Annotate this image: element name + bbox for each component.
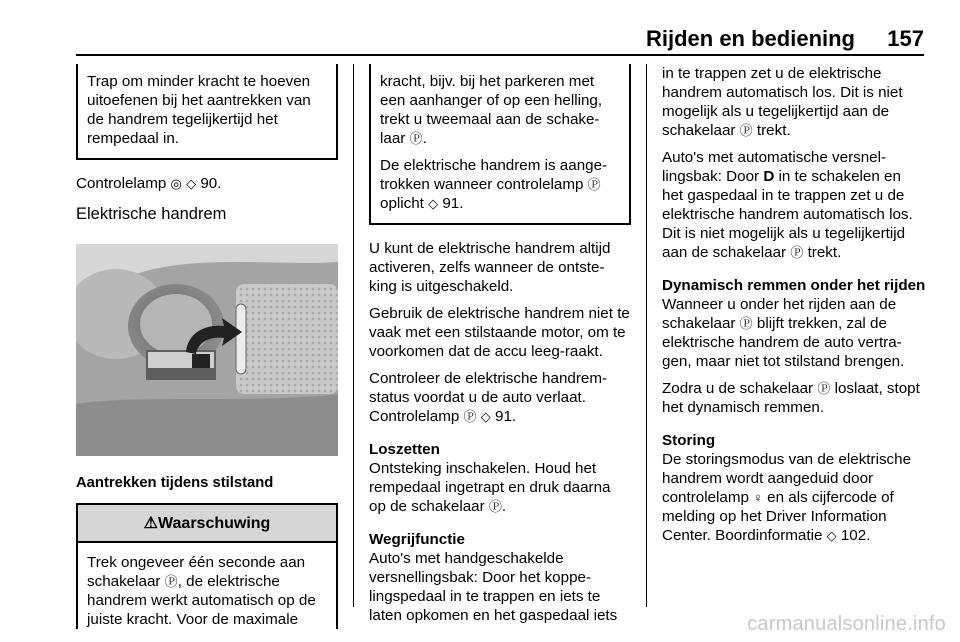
epb-switch-icon: Ⓟ <box>409 131 423 146</box>
warning-cont-p1: kracht, bijv. bij het parkeren met een aanhanger of op een helling, trekt u tweemaal aan de schake-laar Ⓟ. <box>380 73 603 147</box>
page-ref-icon: ◇ <box>428 196 439 211</box>
page-ref-icon: ◇ <box>186 176 197 191</box>
paragraph-stop-dynamic: Zodra u de schakelaar Ⓟ loslaat, stopt het dynamisch remmen. <box>662 380 920 416</box>
warning-continuation-box <box>369 64 631 225</box>
subheading-release: Loszetten <box>369 441 440 458</box>
page-ref-icon: ◇ <box>826 528 837 543</box>
column-1 <box>76 64 338 629</box>
subheading-dynamic-braking: Dynamisch remmen onder het rijden <box>662 277 926 294</box>
section-release: Loszetten Ontsteking inschakelen. Houd het rempedaal ingetrapt en druk daarna op de schakelaar Ⓟ. <box>369 440 631 516</box>
paragraph-automatic-release: Auto's met automatische versnel-lingsbak: Door D in te schakelen en het gaspedaal in te trappen zet u de elektrische handrem automatisch los. Dit is niet mogelijk als u tegelijkertijd aan de schakelaar Ⓟ trekt. <box>662 149 913 261</box>
paragraph-activate: U kunt de elektrische handrem altijd activeren, zelfs wanneer de ontste-king is uitgeschakeld. <box>369 240 611 295</box>
watermark: carmanualsonline.info <box>747 613 946 635</box>
subheading-fault: Storing <box>662 432 716 449</box>
page-header <box>0 26 960 54</box>
column-2 <box>369 64 631 633</box>
section-dynamic-braking: Dynamisch remmen onder het rijden Wanneer u onder het rijden aan de schakelaar Ⓟ blijft trekken, zal de elektrische handrem de auto vertra-gen, maar niet tot stilstand brengen. <box>662 277 926 370</box>
section-fault: Storing De storingsmodus van de elektrische handrem wordt aangeduid door controlelamp ♀ en als cijfercode of melding op het Driver Information Center. Boordinformatie ◇ 102. <box>662 431 926 545</box>
paragraph-manual-release: in te trappen zet u de elektrische handrem automatisch los. Dit is niet mogelijk als u tegelijkertijd aan de schakelaar Ⓟ trekt. <box>662 65 903 139</box>
page-ref-icon: ◇ <box>480 409 491 424</box>
epb-switch-icon: Ⓟ <box>164 574 178 589</box>
section-title: Rijden en bediening <box>645 26 855 51</box>
warning-text: Trek ongeveer één seconde aan schakelaar Ⓟ, de elektrische handrem werkt automatisch op de juiste kracht. Voor de maximale <box>87 554 316 628</box>
warning-header: ⚠ Waarschuwing <box>78 505 336 543</box>
lamp-reference: Controlelamp ◎ ◇ 90. <box>76 175 222 192</box>
brake-lamp-icon: ◎ <box>170 176 182 191</box>
note-box <box>76 64 338 160</box>
column-3 <box>662 64 926 553</box>
epb-switch-icon: Ⓟ <box>587 177 601 192</box>
subheading-drive-away: Wegrijfunctie <box>369 531 465 548</box>
epb-switch-icon: Ⓟ <box>739 123 753 138</box>
header-rule <box>76 54 924 56</box>
warning-icon: ⚠ <box>143 514 159 532</box>
note-text: Trap om minder kracht te hoeven uitoefenen bij het aantrekken van de handrem tegelijkertijd het rempedaal in. <box>87 73 311 147</box>
handbrake-photo <box>76 244 338 456</box>
epb-switch-icon: Ⓟ <box>790 245 804 260</box>
column-divider <box>646 64 647 607</box>
page-number: 157 <box>887 26 924 51</box>
epb-switch-icon: Ⓟ <box>463 409 477 424</box>
column-divider <box>353 64 354 607</box>
photo-caption: Aantrekken tijdens stilstand <box>76 475 274 491</box>
heading-electric-handbrake: Elektrische handrem <box>76 205 227 223</box>
epb-switch-icon: Ⓟ <box>817 381 831 396</box>
warning-box <box>76 503 338 629</box>
paragraph-check-status: Controleer de elektrische handrem-status voordat u de auto verlaat. Controlelamp Ⓟ ◇ 91. <box>369 370 608 425</box>
warning-cont-p2: De elektrische handrem is aange-trokken wanneer controlelamp Ⓟ oplicht ◇ 91. <box>380 157 608 212</box>
epb-switch-icon: Ⓟ <box>739 316 753 331</box>
service-lamp-icon: ♀ <box>753 490 763 505</box>
section-drive-away: Wegrijfunctie Auto's met handgeschakelde versnellingsbak: Door het koppe-lingspedaal in te trappen en iets te laten opkomen en het gaspedaal iets <box>369 530 631 625</box>
epb-switch-icon: Ⓟ <box>488 499 502 514</box>
paragraph-battery: Gebruik de elektrische handrem niet te vaak met een stilstaande motor, om te voorkomen dat de accu leeg-raakt. <box>369 305 630 360</box>
